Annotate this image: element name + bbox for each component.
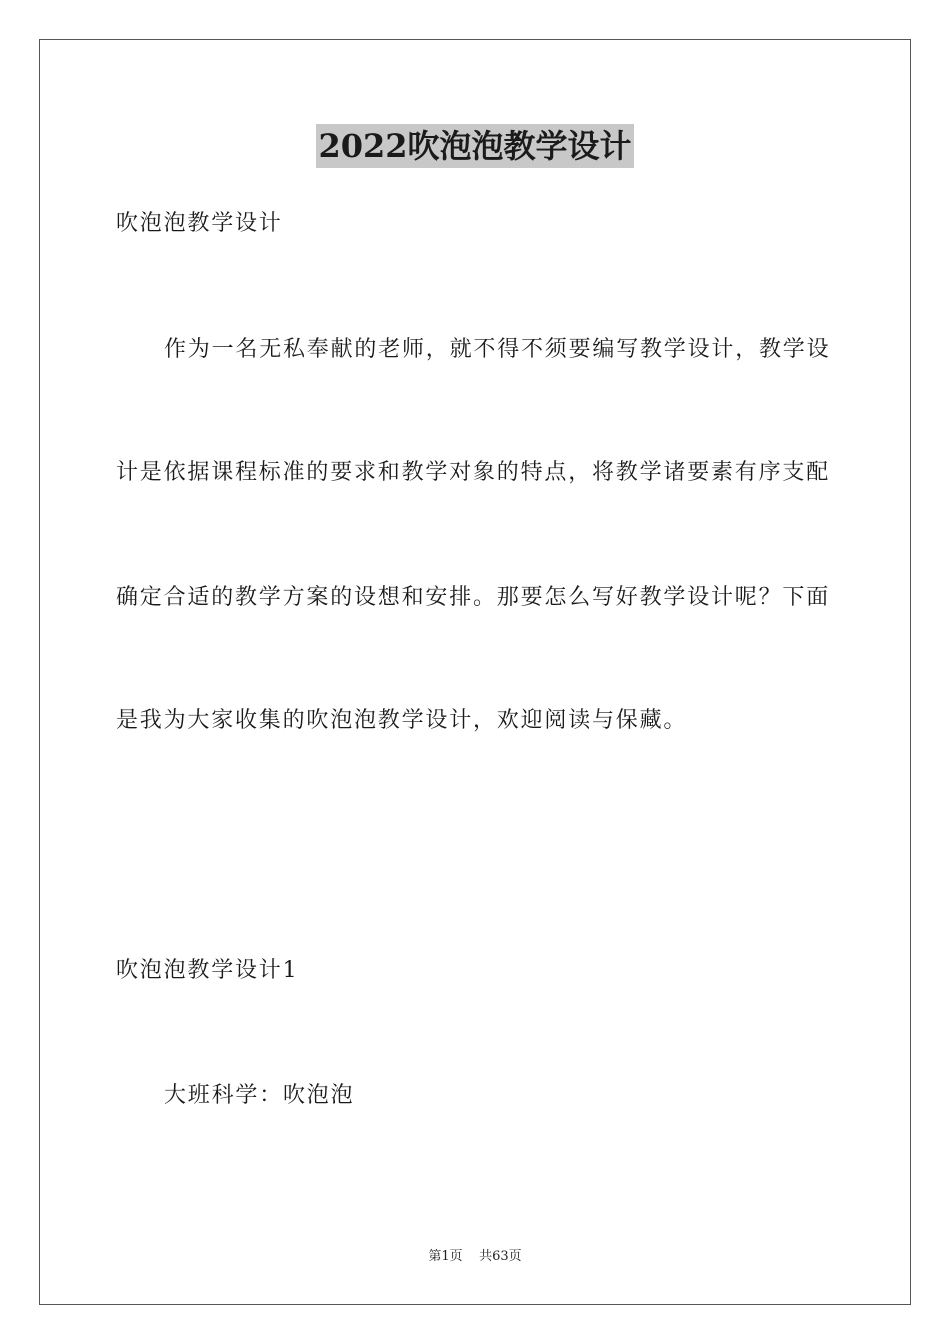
document-subtitle: 吹泡泡教学设计 [116, 211, 283, 236]
page-number: 第1页 [428, 1249, 463, 1264]
intro-line-3: 确定合适的教学方案的设想和安排。那要怎么写好教学设计呢？下面 [116, 585, 831, 610]
document-title: 2022吹泡泡教学设计 [316, 124, 633, 168]
intro-line-2: 计是依据课程标准的要求和教学对象的特点，将教学诸要素有序支配 [116, 460, 831, 485]
intro-line-1: 作为一名无私奉献的老师，就不得不须要编写教学设计，教学设 [164, 337, 831, 362]
title-container [0, 124, 950, 168]
page-total: 共63页 [479, 1249, 522, 1264]
section-line: 大班科学：吹泡泡 [164, 1083, 355, 1108]
page-footer [0, 1248, 950, 1266]
intro-line-4: 是我为大家收集的吹泡泡教学设计，欢迎阅读与保藏。 [116, 708, 688, 733]
section-heading: 吹泡泡教学设计1 [116, 958, 299, 983]
